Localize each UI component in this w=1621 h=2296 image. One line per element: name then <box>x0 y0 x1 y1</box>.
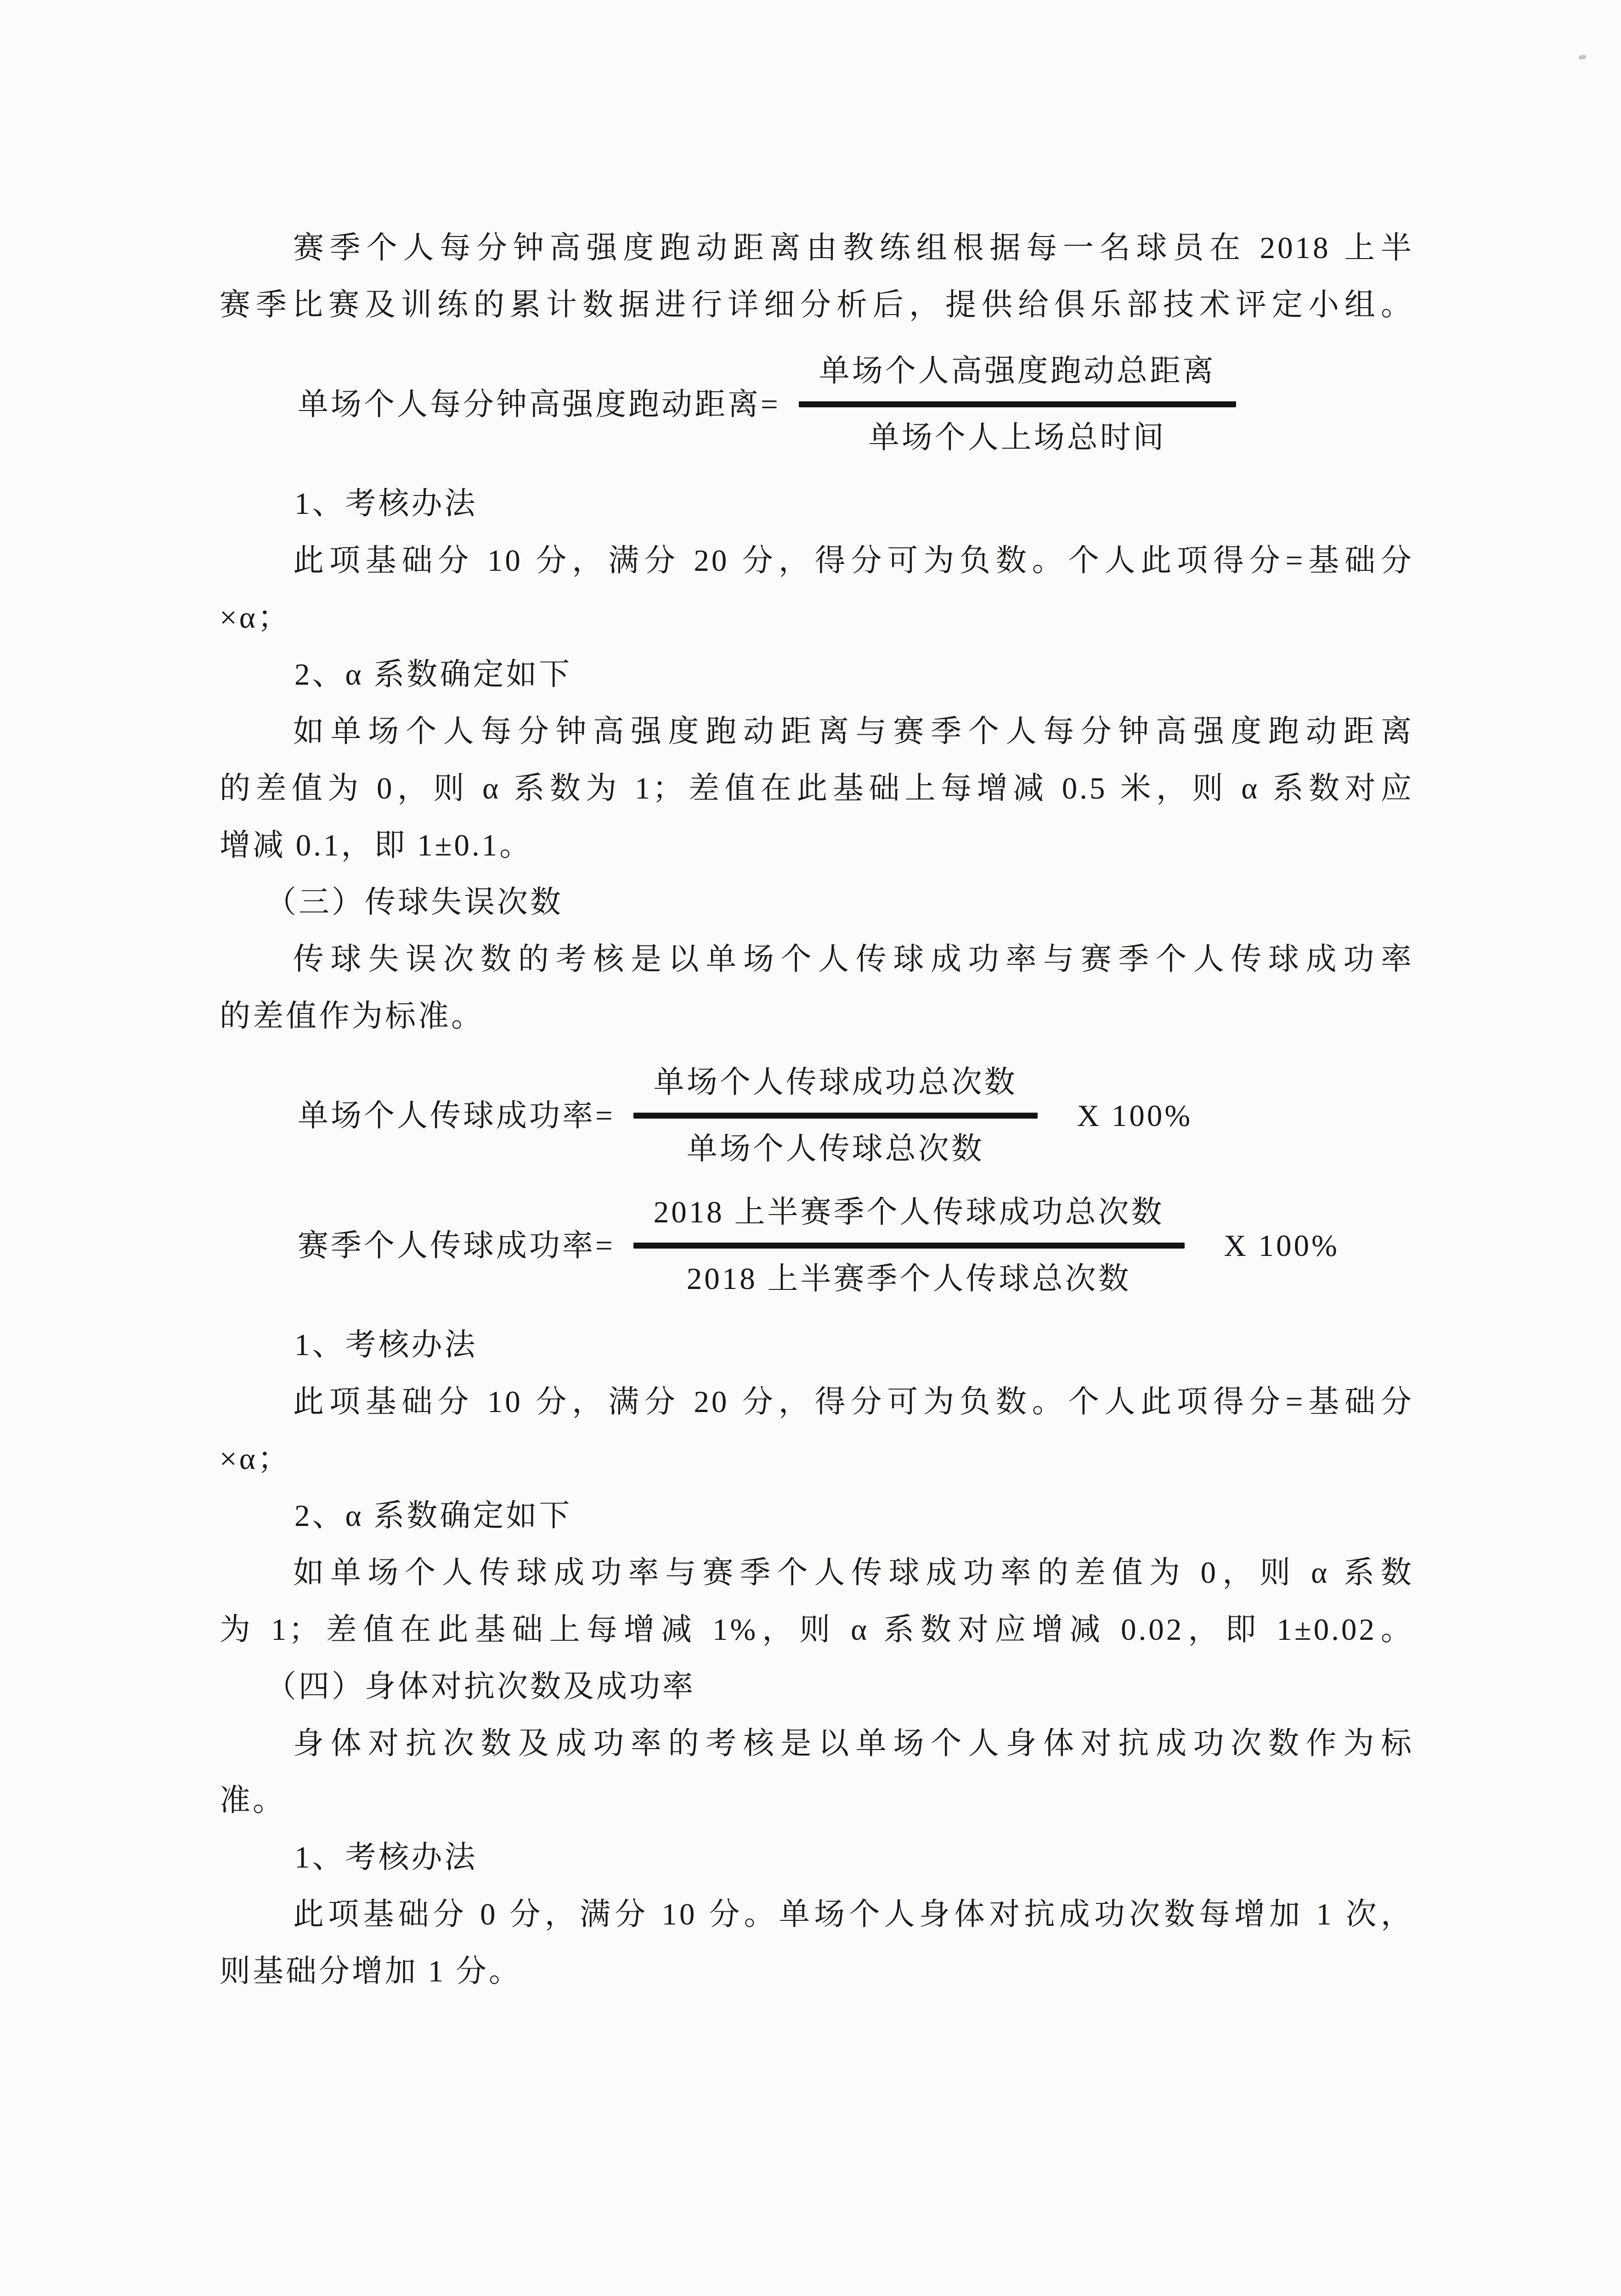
paragraph-line: ×α； <box>220 1442 291 1476</box>
paragraph-line: ×α； <box>220 601 291 635</box>
paragraph-line: 赛季个人每分钟高强度跑动距离由教练组根据每一名球员在 2018 上半 <box>293 231 1414 265</box>
list-item: 2、α 系数确定如下 <box>294 658 572 692</box>
formula-season-pass-rate <box>220 1187 1414 1305</box>
paragraph-line: 准。 <box>220 1784 286 1818</box>
fraction-bar <box>799 401 1236 407</box>
paragraph <box>220 703 1414 874</box>
formula-match-pass-rate <box>220 1057 1414 1175</box>
paragraph-line: 则基础分增加 1 分。 <box>220 1954 522 1988</box>
fraction <box>633 1057 1038 1175</box>
paragraph-line: 传球失误次数的考核是以单场个人传球成功率与赛季个人传球成功率 <box>293 942 1414 976</box>
fraction-bar <box>633 1113 1038 1119</box>
paragraph <box>220 532 1414 646</box>
formula-label: 单场个人每分钟高强度跑动距离= <box>298 387 780 422</box>
formula-run-distance <box>220 345 1414 463</box>
list-item: 1、考核办法 <box>294 487 478 521</box>
fraction-denominator: 单场个人传球总次数 <box>686 1132 984 1166</box>
fraction-denominator: 2018 上半赛季个人传球总次数 <box>686 1262 1131 1296</box>
paragraph <box>220 931 1414 1045</box>
fraction <box>633 1187 1185 1305</box>
paragraph-line: 增减 0.1，即 1±0.1。 <box>220 828 533 862</box>
paragraph-line: 如单场个人传球成功率与赛季个人传球成功率的差值为 0，则 α 系数 <box>293 1556 1414 1590</box>
fraction-numerator: 2018 上半赛季个人传球成功总次数 <box>653 1195 1164 1229</box>
paragraph-line: 此项基础分 10 分，满分 20 分，得分可为负数。个人此项得分=基础分 <box>293 544 1414 578</box>
paragraph-line: 赛季比赛及训练的累计数据进行详细分析后，提供给俱乐部技术评定小组。 <box>220 288 1414 322</box>
list-item: 1、考核办法 <box>294 1840 478 1874</box>
paragraph-line: 此项基础分 0 分，满分 10 分。单场个人身体对抗成功次数每增加 1 次， <box>293 1897 1414 1931</box>
scan-artifact-speck <box>1578 55 1586 60</box>
formula-suffix: X 100% <box>1077 1098 1193 1133</box>
paragraph <box>220 219 1414 333</box>
section-heading: （四）身体对抗次数及成功率 <box>265 1670 695 1704</box>
fraction-numerator: 单场个人传球成功总次数 <box>653 1065 1017 1099</box>
paragraph <box>220 1715 1414 1829</box>
fraction <box>799 345 1236 463</box>
paragraph-line: 此项基础分 10 分，满分 20 分，得分可为负数。个人此项得分=基础分 <box>293 1385 1414 1419</box>
paragraph <box>220 1373 1414 1487</box>
fraction-bar <box>633 1243 1185 1249</box>
paragraph-line: 身体对抗次数及成功率的考核是以单场个人身体对抗成功次数作为标 <box>293 1727 1414 1761</box>
document-body <box>220 219 1414 2000</box>
fraction-numerator: 单场个人高强度跑动总距离 <box>819 354 1216 388</box>
paragraph <box>220 1886 1414 2000</box>
fraction-denominator: 单场个人上场总时间 <box>868 421 1166 455</box>
paragraph-line: 如单场个人每分钟高强度跑动距离与赛季个人每分钟高强度跑动距离 <box>293 715 1414 748</box>
paragraph <box>220 1544 1414 1658</box>
section-heading: （三）传球失误次数 <box>265 885 563 919</box>
list-item: 1、考核办法 <box>294 1328 478 1362</box>
paragraph-line: 的差值作为标准。 <box>220 999 484 1033</box>
paragraph-line: 为 1；差值在此基础上每增减 1%，则 α 系数对应增减 0.02，即 1±0.02。 <box>220 1613 1414 1647</box>
paragraph-line: 的差值为 0，则 α 系数为 1；差值在此基础上每增减 0.5 米，则 α 系数对应 <box>220 771 1414 805</box>
formula-label: 单场个人传球成功率= <box>298 1098 615 1133</box>
formula-suffix: X 100% <box>1224 1228 1339 1263</box>
formula-label: 赛季个人传球成功率= <box>298 1228 615 1263</box>
list-item: 2、α 系数确定如下 <box>294 1499 572 1533</box>
